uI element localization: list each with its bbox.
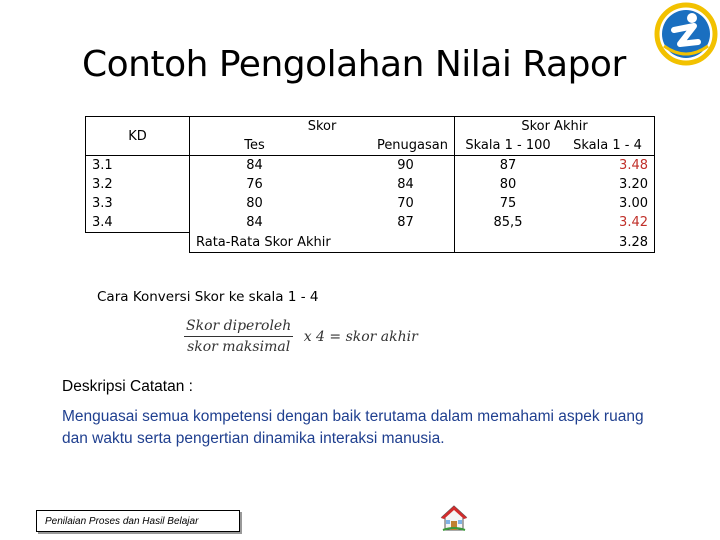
deskripsi-body: Menguasai semua kompetensi dengan baik terutama dalam memahami aspek ruang dan waktu serta pengertian dinamika interaksi manusia. bbox=[62, 408, 644, 447]
konversi-formula bbox=[184, 318, 418, 355]
tes-cell: 84 bbox=[190, 213, 320, 233]
table-header-row-1 bbox=[86, 117, 655, 137]
kd-header: KD bbox=[86, 117, 190, 156]
home-icon[interactable] bbox=[440, 504, 468, 532]
tes-header: Tes bbox=[190, 136, 320, 156]
tes-cell: 80 bbox=[190, 194, 320, 213]
skor-header: Skor bbox=[190, 117, 455, 137]
skala4-cell: 3.20 bbox=[561, 175, 655, 194]
table-row bbox=[86, 156, 655, 176]
formula-rest: x 4 = skor akhir bbox=[303, 328, 418, 345]
kd-cell: 3.3 bbox=[86, 194, 190, 213]
penugasan-header: Penugasan bbox=[319, 136, 455, 156]
skala100-header: Skala 1 - 100 bbox=[455, 136, 562, 156]
table-row bbox=[86, 213, 655, 233]
slide-title: Contoh Pengolahan Nilai Rapor bbox=[82, 44, 626, 85]
penugasan-cell: 87 bbox=[397, 215, 414, 231]
kd-cell: 3.2 bbox=[86, 175, 190, 194]
rata-rata-empty bbox=[455, 233, 562, 253]
rata-rata-value: 3.28 bbox=[561, 233, 655, 253]
formula-denominator: skor maksimal bbox=[184, 336, 293, 355]
skor-akhir-header: Skor Akhir bbox=[455, 117, 655, 137]
grade-table bbox=[85, 116, 655, 253]
formula-numerator: Skor diperoleh bbox=[186, 318, 292, 334]
skala4-cell: 3.48 bbox=[561, 156, 655, 176]
footer-label: Penilaian Proses dan Hasil Belajar bbox=[36, 510, 240, 532]
rata-rata-row bbox=[86, 233, 655, 253]
deskripsi-heading: Deskripsi Catatan : bbox=[62, 378, 193, 395]
konversi-label: Cara Konversi Skor ke skala 1 - 4 bbox=[97, 289, 319, 305]
penugasan-cell: 70 bbox=[397, 196, 414, 211]
table-row bbox=[86, 194, 655, 213]
kurikulum-logo bbox=[654, 2, 718, 66]
skala100-cell: 80 bbox=[455, 175, 562, 194]
formula-fraction bbox=[184, 318, 293, 355]
skala100-cell: 75 bbox=[455, 194, 562, 213]
skala4-cell: 3.00 bbox=[561, 194, 655, 213]
tes-cell: 84 bbox=[190, 156, 320, 176]
skala4-header: Skala 1 - 4 bbox=[561, 136, 655, 156]
penugasan-cell: 84 bbox=[397, 177, 414, 192]
tes-cell: 76 bbox=[190, 175, 320, 194]
kd-cell: 3.1 bbox=[86, 156, 190, 176]
skala100-cell: 87 bbox=[455, 156, 562, 176]
penugasan-cell: 90 bbox=[397, 158, 414, 173]
rata-rata-label: Rata-Rata Skor Akhir bbox=[190, 233, 455, 253]
skala100-cell: 85,5 bbox=[455, 213, 562, 233]
kd-cell: 3.4 bbox=[86, 213, 190, 233]
table-row bbox=[86, 175, 655, 194]
skala4-cell: 3.42 bbox=[561, 213, 655, 233]
